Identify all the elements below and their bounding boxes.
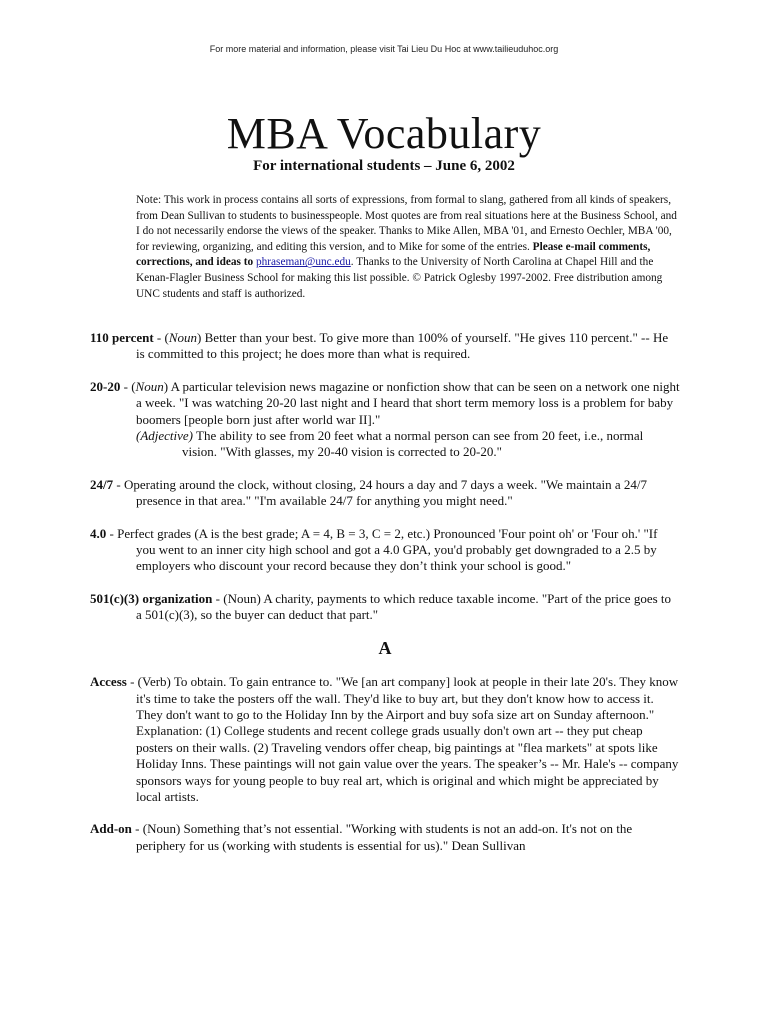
entry-access xyxy=(90,674,680,805)
entry-20-20 xyxy=(90,379,680,461)
entry-term: 501(c)(3) organization xyxy=(90,590,213,606)
email-link[interactable]: phraseman@unc.edu xyxy=(255,256,351,269)
entry-term: Access xyxy=(90,674,127,690)
entry-sep: - xyxy=(120,378,132,394)
entry-sep: - xyxy=(106,525,118,541)
entry-text: Better than your best. To give more than 100% of yourself. "He gives 110 percent." -- He is committed to this project; he does more than what is required. xyxy=(136,330,669,362)
entry-term: 24/7 xyxy=(90,476,114,492)
entry-term: Add-on xyxy=(90,821,132,837)
entry-sub xyxy=(90,428,680,461)
entry-pos: (Noun) xyxy=(164,330,202,345)
intro-note xyxy=(136,193,680,302)
entry-sub-text: The ability to see from 20 feet what a normal person can see from 20 feet, i.e., normal vision. "With glasses, my 20-40 vision is corrected to 20-20." xyxy=(182,428,644,460)
note-text-2: . Thanks to the University of North Carolina at Chapel Hill and the Kenan-Flagler Business School for making this list possible. © Patrick Oglesby 1997-2002. Free distribution among UNC students and staff is authorized. xyxy=(136,256,663,300)
entry-110-percent xyxy=(90,330,680,363)
entry-sep: - xyxy=(212,590,224,606)
entry-term: 4.0 xyxy=(90,525,107,541)
entry-term: 20-20 xyxy=(90,378,121,394)
entry-term: 110 percent xyxy=(90,330,154,345)
entry-24-7 xyxy=(90,477,680,510)
top-note: For more material and information, please visit Tai Lieu Du Hoc at www.tailieuduhoc.org xyxy=(209,44,559,54)
letter-heading-a: A xyxy=(378,637,392,658)
entry-sep: - xyxy=(113,476,124,492)
entry-text: (Noun) A charity, payments to which reduce taxable income. "Part of the price goes to a 501(c)(3), so the buyer can deduct that part." xyxy=(136,590,672,623)
entry-add-on xyxy=(90,821,680,854)
page-title: MBA Vocabulary xyxy=(226,109,542,158)
entry-text: (Verb) To obtain. To gain entrance to. "We [an art company] look at people in their late 20's. They know it's time to take the posters off the wall. They'd like to buy art, but they don't know how to access it. They don't want to go to the Holiday Inn by the Airport and buy sofa size art on Sunday afternoon." Explanation: (1) College students and recent college grads usually don't own art -- they put cheap posters on their walls. (2) Traveling vendors offer cheap, big paintings at "flea markets" at spots like Holiday Inns. These paintings will not gain value over the years. The speaker’s -- Mr. Hale's -- company sponsors ways for young people to buy real art, which is original and which might be appreciated by local artists. xyxy=(136,674,679,804)
entry-sep: - xyxy=(131,821,143,837)
entry-text: A particular television news magazine or nonfiction show that can be seen on a network one night a week. "I was watching 20-20 last night and I heard that short term memory loss is a problem for baby boomers [people born just after world war II]." xyxy=(136,378,680,427)
entry-pos: (Noun) xyxy=(131,378,169,394)
note-bold: Please e-mail comments, corrections, and ideas to xyxy=(136,240,651,269)
entry-text: Operating around the clock, without closing, 24 hours a day and 7 days a week. "We maintain a 24/7 presence in that area." "I'm available 24/7 for anything you might need." xyxy=(123,476,648,509)
entry-sub-pos: (Adjective) xyxy=(136,428,194,444)
entry-501c3 xyxy=(90,591,680,624)
entry-text: (Noun) Something that’s not essential. "Working with students is not an add-on. It's not on the periphery for us (working with students is essential for us)." Dean Sullivan xyxy=(136,821,633,853)
entry-sep: - xyxy=(126,674,138,690)
page-subtitle: For international students – June 6, 2002 xyxy=(253,158,515,174)
note-text-1: Note: This work in process contains all sorts of expressions, from formal to slang, gathered from all kinds of speakers, from Dean Sullivan to students to businesspeople. Most quotes are from real situations here at the Business School, and I do not necessarily endorse the views of the speaker. Thanks to Mike Allen, MBA '01, and Ernesto Oechler, MBA '00, for reviewing, organizing, and editing this version, and to Mike for some of the entries. xyxy=(136,194,677,253)
entries-list xyxy=(90,330,680,870)
entry-text: Perfect grades (A is the best grade; A = 4, B = 3, C = 2, etc.) Pronounced 'Four point oh' or 'Four oh.' "If you went to an inner city high school and got a 4.0 GPA, you'd probably get downgraded to a 2.5 by employers who discount your record because they don’t think your school is good." xyxy=(117,525,658,574)
entry-sep: - xyxy=(153,330,165,345)
entry-4-0 xyxy=(90,526,680,575)
